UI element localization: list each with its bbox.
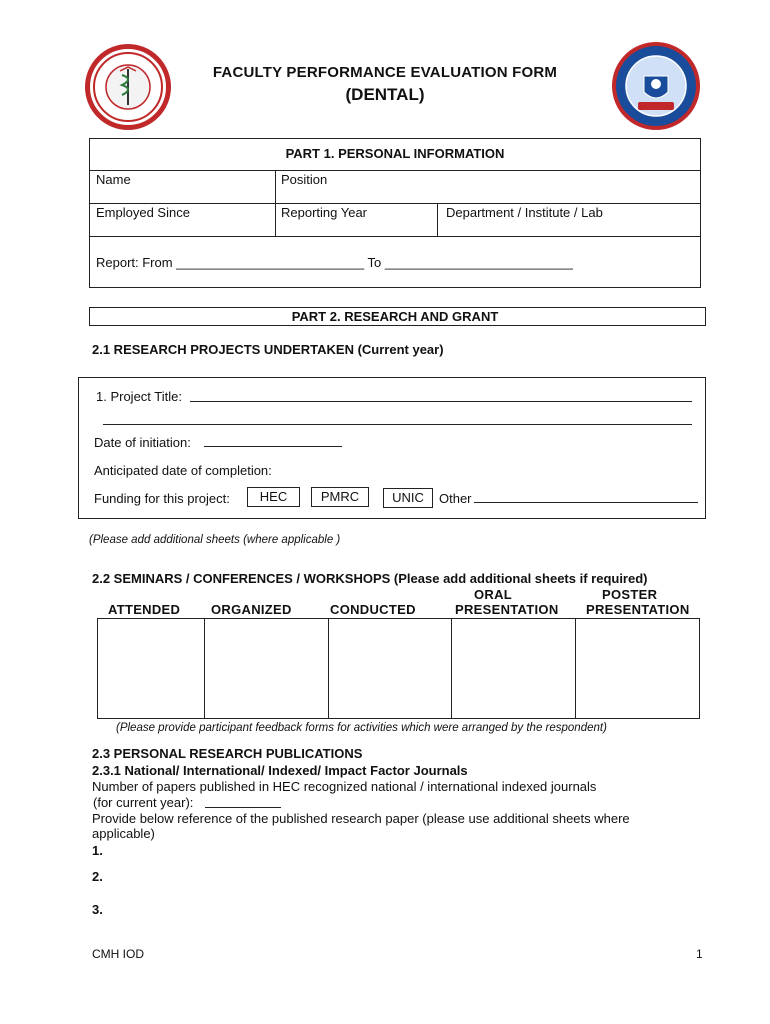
conducted-cell[interactable] xyxy=(329,619,450,718)
col-oral-line2: PRESENTATION xyxy=(455,602,559,617)
section-2-2-heading: 2.2 SEMINARS / CONFERENCES / WORKSHOPS (Please add additional sheets if required) xyxy=(92,571,648,586)
col-conducted: CONDUCTED xyxy=(330,602,416,617)
project-title-input[interactable] xyxy=(190,401,692,402)
papers-count-text: Number of papers published in HEC recognized national / international indexed journals xyxy=(92,779,597,794)
funding-hec-option[interactable]: HEC xyxy=(247,487,300,507)
papers-count-input[interactable] xyxy=(205,807,281,808)
provide-reference-text-line2: applicable) xyxy=(92,826,155,841)
date-initiation-input[interactable] xyxy=(204,446,342,447)
feedback-note: (Please provide participant feedback forms for activities which were arranged by the respondent) xyxy=(116,722,607,734)
reference-item-1[interactable]: 1. xyxy=(92,843,103,858)
position-field[interactable]: Position xyxy=(281,172,328,187)
page-number: 1 xyxy=(696,947,703,961)
project-title-input-line2[interactable] xyxy=(103,424,692,425)
funding-other-label: Other xyxy=(439,491,472,506)
organized-cell[interactable] xyxy=(205,619,327,718)
section-2-1-heading: 2.1 RESEARCH PROJECTS UNDERTAKEN (Current year) xyxy=(92,342,444,357)
oral-presentation-cell[interactable] xyxy=(452,619,574,718)
part1-heading: PART 1. PERSONAL INFORMATION xyxy=(285,146,505,161)
col-poster-line1: POSTER xyxy=(602,587,658,602)
section-2-3-1-heading: 2.3.1 National/ International/ Indexed/ Impact Factor Journals xyxy=(92,763,468,778)
reference-item-2[interactable]: 2. xyxy=(92,869,103,884)
col-organized: ORGANIZED xyxy=(211,602,292,617)
anticipated-completion-label: Anticipated date of completion: xyxy=(94,463,272,478)
section-2-3-heading: 2.3 PERSONAL RESEARCH PUBLICATIONS xyxy=(92,746,363,761)
poster-presentation-cell[interactable] xyxy=(576,619,699,718)
additional-sheets-note: (Please add additional sheets (where applicable ) xyxy=(89,534,341,546)
papers-count-text-line2: (for current year): xyxy=(93,795,194,810)
part2-heading: PART 2. RESEARCH AND GRANT xyxy=(291,309,499,324)
footer-label: CMH IOD xyxy=(92,947,144,961)
employed-since-field[interactable]: Employed Since xyxy=(96,205,190,220)
reference-item-3[interactable]: 3. xyxy=(92,902,103,917)
form-title: FACULTY PERFORMANCE EVALUATION FORM xyxy=(212,64,558,81)
date-initiation-label: Date of initiation: xyxy=(94,435,191,450)
project-title-label: 1. Project Title: xyxy=(96,389,182,404)
reporting-year-field[interactable]: Reporting Year xyxy=(281,205,368,220)
report-period-field[interactable]: Report: From __________________________ To __________________________ xyxy=(96,255,573,270)
funding-label: Funding for this project: xyxy=(94,491,230,506)
form-subtitle: (DENTAL) xyxy=(345,85,425,104)
funding-unic-option[interactable]: UNIC xyxy=(383,488,433,508)
funding-other-input[interactable] xyxy=(474,502,698,503)
provide-reference-text: Provide below reference of the published research paper (please use additional sheets where xyxy=(92,811,630,826)
department-field[interactable]: Department / Institute / Lab xyxy=(446,205,603,220)
col-oral-line1: ORAL xyxy=(474,587,513,602)
funding-pmrc-option[interactable]: PMRC xyxy=(311,487,369,507)
attended-cell[interactable] xyxy=(98,619,203,718)
col-attended: ATTENDED xyxy=(108,602,181,617)
name-field[interactable]: Name xyxy=(96,172,131,187)
col-poster-line2: PRESENTATION xyxy=(586,602,690,617)
